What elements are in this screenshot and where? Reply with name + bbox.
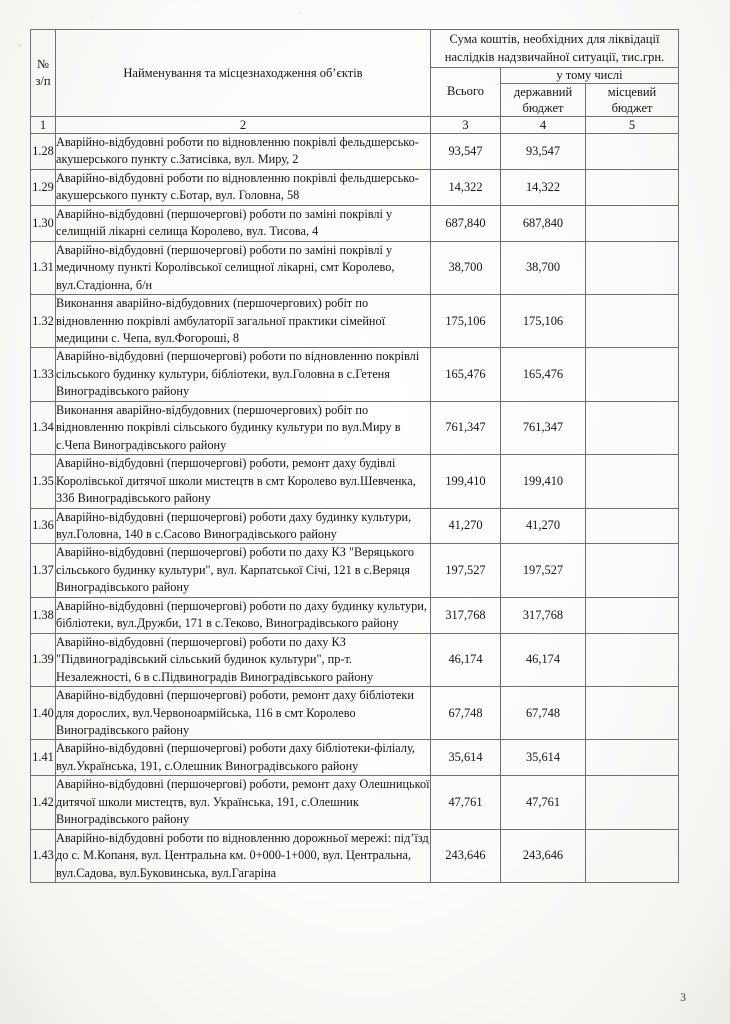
cell-total-amount: 46,174	[431, 633, 501, 686]
cell-total-amount: 175,106	[431, 295, 501, 348]
cell-local-budget-amount	[586, 134, 679, 170]
cell-row-number: 1.43	[31, 829, 56, 882]
cell-object-name: Аварійно-відбудовні роботи по відновленню покрівлі фельдшерсько-акушерського пункту с.Ботар, вул. Головна, 58	[56, 169, 431, 205]
cell-state-budget-amount: 243,646	[501, 829, 586, 882]
cell-local-budget-amount	[586, 169, 679, 205]
table-header	[31, 30, 679, 134]
column-number-3: 3	[431, 117, 501, 134]
table-row	[31, 348, 679, 401]
cell-state-budget-amount: 67,748	[501, 687, 586, 740]
header-cell-total: Всього	[431, 67, 501, 117]
cell-local-budget-amount	[586, 348, 679, 401]
cell-row-number: 1.34	[31, 401, 56, 454]
cell-object-name: Аварійно-відбудовні (першочергові) роботи, ремонт даху будівлі Королівської дитячої школи мистецтв в смт Королево вул.Шевченка, 33б Виноградівського району	[56, 455, 431, 508]
table-row	[31, 544, 679, 597]
cell-row-number: 1.31	[31, 241, 56, 294]
cell-local-budget-amount	[586, 455, 679, 508]
cell-row-number: 1.30	[31, 205, 56, 241]
cell-local-budget-amount	[586, 597, 679, 633]
cell-local-budget-amount	[586, 508, 679, 544]
cell-row-number: 1.33	[31, 348, 56, 401]
cell-state-budget-amount: 165,476	[501, 348, 586, 401]
cell-state-budget-amount: 38,700	[501, 241, 586, 294]
cell-row-number: 1.35	[31, 455, 56, 508]
cell-row-number: 1.38	[31, 597, 56, 633]
cell-row-number: 1.40	[31, 687, 56, 740]
table-row	[31, 205, 679, 241]
cell-state-budget-amount: 761,347	[501, 401, 586, 454]
cell-object-name: Аварійно-відбудовні (першочергові) роботи по заміні покрівлі у медичному пункті Королівської селищної лікарні, смт Королево, вул.Стадіонна, б/н	[56, 241, 431, 294]
cell-total-amount: 317,768	[431, 597, 501, 633]
cell-state-budget-amount: 41,270	[501, 508, 586, 544]
cell-object-name: Аварійно-відбудовні (першочергові) роботи по заміні покрівлі у селищній лікарні селища Королево, вул. Тисова, 4	[56, 205, 431, 241]
cell-object-name: Аварійно-відбудовні (першочергові) роботи по відновленню покрівлі сільського будинку культури, бібліотеки, вул.Головна в с.Гетеня Виноградівського району	[56, 348, 431, 401]
cell-object-name: Виконання аварійно-відбудовних (першочергових) робіт по відновленню покрівлі сільського будинку культури по вул.Миру в с.Чепа Виноградівського району	[56, 401, 431, 454]
header-cell-local-budget	[586, 83, 679, 117]
cell-row-number: 1.36	[31, 508, 56, 544]
emergency-funding-table	[30, 29, 679, 883]
cell-state-budget-amount: 93,547	[501, 134, 586, 170]
cell-total-amount: 165,476	[431, 348, 501, 401]
cell-local-budget-amount	[586, 401, 679, 454]
column-number-row	[31, 117, 679, 134]
table-row	[31, 241, 679, 294]
cell-local-budget-amount	[586, 205, 679, 241]
cell-local-budget-amount	[586, 295, 679, 348]
table-row	[31, 401, 679, 454]
header-cell-among-which: у тому числі	[501, 67, 679, 83]
cell-row-number: 1.42	[31, 776, 56, 829]
cell-state-budget-amount: 687,840	[501, 205, 586, 241]
cell-object-name: Аварійно-відбудовні роботи по відновленню покрівлі фельдшерсько-акушерського пункту с.Затисівка, вул. Миру, 2	[56, 134, 431, 170]
cell-total-amount: 761,347	[431, 401, 501, 454]
header-cell-sum-group	[431, 30, 679, 68]
column-number-4: 4	[501, 117, 586, 134]
header-state-line1: державний	[513, 84, 573, 99]
cell-total-amount: 67,748	[431, 687, 501, 740]
cell-local-budget-amount	[586, 544, 679, 597]
cell-local-budget-amount	[586, 633, 679, 686]
column-number-5: 5	[586, 117, 679, 134]
cell-total-amount: 243,646	[431, 829, 501, 882]
table-row	[31, 508, 679, 544]
header-cell-number	[31, 30, 56, 117]
cell-total-amount: 197,527	[431, 544, 501, 597]
cell-local-budget-amount	[586, 740, 679, 776]
column-number-1: 1	[31, 117, 56, 134]
cell-object-name: Аварійно-відбудовні (першочергові) роботи, ремонт даху Олешницької дитячої школи мистецтв, вул. Українська, 191, с.Олешник Виноградівського району	[56, 776, 431, 829]
cell-state-budget-amount: 317,768	[501, 597, 586, 633]
table-row	[31, 597, 679, 633]
cell-row-number: 1.37	[31, 544, 56, 597]
header-local-line2: бюджет	[611, 100, 653, 115]
cell-total-amount: 199,410	[431, 455, 501, 508]
cell-local-budget-amount	[586, 776, 679, 829]
cell-total-amount: 41,270	[431, 508, 501, 544]
table-row	[31, 687, 679, 740]
cell-state-budget-amount: 197,527	[501, 544, 586, 597]
cell-total-amount: 14,322	[431, 169, 501, 205]
cell-state-budget-amount: 35,614	[501, 740, 586, 776]
cell-row-number: 1.32	[31, 295, 56, 348]
cell-state-budget-amount: 199,410	[501, 455, 586, 508]
cell-object-name: Виконання аварійно-відбудовних (першочергових) робіт по відновленню покрівлі амбулаторії загальної практики сімейної медицини с. Чепа, вул.Фогороші, 8	[56, 295, 431, 348]
cell-object-name: Аварійно-відбудовні (першочергові) роботи по даху КЗ "Підвиноградівський сільський будинок культури", пр-т. Незалежності, 6 в с.Підвиноградів Виноградівського району	[56, 633, 431, 686]
table-row	[31, 829, 679, 882]
cell-object-name: Аварійно-відбудовні роботи по відновленню дорожньої мережі: під’їзд до с. М.Копаня, вул. Центральна км. 0+000-1+000, вул. Центральна, вул.Садова, вул.Буковинська, вул.Гагаріна	[56, 829, 431, 882]
header-row-main	[31, 30, 679, 68]
cell-object-name: Аварійно-відбудовні (першочергові) роботи по даху КЗ "Веряцького сільського будинку культури", вул. Карпатської Січі, 121 в с.Веряця Виноградівського району	[56, 544, 431, 597]
header-sum-line1: Сума коштів, необхідних для ліквідації	[449, 32, 660, 46]
cell-object-name: Аварійно-відбудовні (першочергові) роботи даху бібліотеки-філіалу, вул.Українська, 191, с.Олешник Виноградівського району	[56, 740, 431, 776]
table-row	[31, 134, 679, 170]
table-row	[31, 633, 679, 686]
column-number-2: 2	[56, 117, 431, 134]
cell-row-number: 1.41	[31, 740, 56, 776]
cell-object-name: Аварійно-відбудовні (першочергові) роботи, ремонт даху бібліотеки для дорослих, вул.Червоноармійська, 116 в смт Королево Виноградівського району	[56, 687, 431, 740]
table-row	[31, 169, 679, 205]
cell-state-budget-amount: 46,174	[501, 633, 586, 686]
cell-local-budget-amount	[586, 241, 679, 294]
table-row	[31, 740, 679, 776]
cell-total-amount: 38,700	[431, 241, 501, 294]
header-number-line1: №	[37, 57, 49, 72]
cell-row-number: 1.28	[31, 134, 56, 170]
cell-row-number: 1.39	[31, 633, 56, 686]
cell-local-budget-amount	[586, 829, 679, 882]
header-cell-object-name: Найменування та місцезнаходження об’єктів	[56, 30, 431, 117]
cell-state-budget-amount: 47,761	[501, 776, 586, 829]
cell-object-name: Аварійно-відбудовні (першочергові) роботи по даху будинку культури, бібліотеки, вул.Дружби, 171 в с.Теково, Виноградівського району	[56, 597, 431, 633]
table-body	[31, 134, 679, 883]
header-cell-state-budget	[501, 83, 586, 117]
cell-state-budget-amount: 14,322	[501, 169, 586, 205]
page-number: 3	[680, 992, 686, 1004]
table-row	[31, 455, 679, 508]
header-number-line2: з/п	[35, 74, 51, 88]
cell-total-amount: 35,614	[431, 740, 501, 776]
table-row	[31, 295, 679, 348]
cell-object-name: Аварійно-відбудовні (першочергові) роботи даху будинку культури, вул.Головна, 140 в с.Сасово Виноградівського району	[56, 508, 431, 544]
cell-state-budget-amount: 175,106	[501, 295, 586, 348]
table-row	[31, 776, 679, 829]
cell-local-budget-amount	[586, 687, 679, 740]
header-sum-line2: наслідків надзвичайної ситуації, тис.грн.	[444, 50, 665, 65]
cell-total-amount: 47,761	[431, 776, 501, 829]
cell-total-amount: 93,547	[431, 134, 501, 170]
header-state-line2: бюджет	[522, 100, 564, 115]
header-local-line1: місцевий	[607, 84, 657, 99]
cell-total-amount: 687,840	[431, 205, 501, 241]
cell-row-number: 1.29	[31, 169, 56, 205]
